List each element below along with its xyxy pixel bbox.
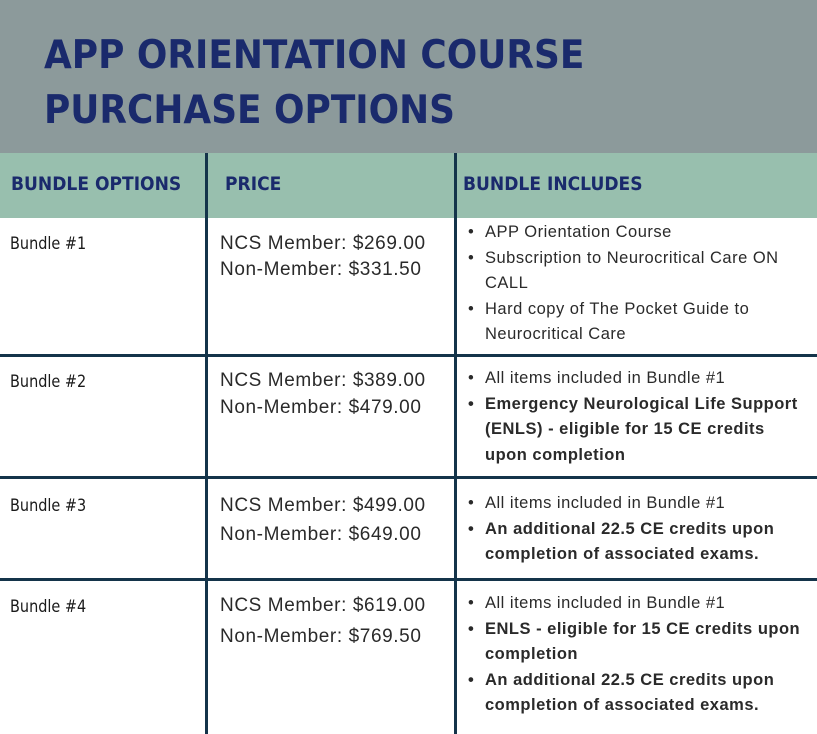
nonmember-price: Non-Member: $331.50	[220, 259, 422, 280]
row-divider-2	[0, 476, 817, 479]
page-title-line-1: APP ORIENTATION COURSE	[44, 33, 585, 78]
column-header-price: PRICE	[225, 173, 282, 195]
include-item: • APP Orientation Course	[468, 220, 808, 246]
row-divider-3	[0, 578, 817, 581]
include-item: • Emergency Neurological Life Support (ENLS) - eligible for 15 CE credits upon completion	[468, 392, 808, 469]
include-item: • ENLS - eligible for 15 CE credits upon completion	[468, 617, 808, 668]
member-price: NCS Member: $499.00	[220, 495, 426, 516]
column-header-bundle-options: BUNDLE OPTIONS	[11, 173, 182, 195]
includes-list	[468, 591, 808, 719]
member-price: NCS Member: $389.00	[220, 370, 426, 391]
include-item: • An additional 22.5 CE credits upon completion of associated exams.	[468, 668, 808, 719]
column-divider-1	[205, 153, 208, 734]
include-item: • All items included in Bundle #1	[468, 491, 808, 517]
nonmember-price: Non-Member: $479.00	[220, 397, 422, 418]
member-price: NCS Member: $269.00	[220, 233, 426, 254]
include-item: • All items included in Bundle #1	[468, 591, 808, 617]
nonmember-price: Non-Member: $649.00	[220, 524, 422, 545]
includes-list	[468, 366, 808, 468]
bundle-name: Bundle #2	[10, 372, 87, 392]
bundle-name: Bundle #3	[10, 496, 87, 516]
includes-list	[468, 491, 808, 568]
column-divider-2	[454, 153, 457, 734]
include-item: • An additional 22.5 CE credits upon completion of associated exams.	[468, 517, 808, 568]
member-price: NCS Member: $619.00	[220, 595, 426, 616]
bundle-name: Bundle #1	[10, 234, 87, 254]
include-item: • Subscription to Neurocritical Care ON CALL	[468, 246, 808, 297]
page-title-line-2: PURCHASE OPTIONS	[44, 88, 456, 133]
include-item: • Hard copy of The Pocket Guide to Neurocritical Care	[468, 297, 808, 348]
includes-list	[468, 220, 808, 348]
include-item: • All items included in Bundle #1	[468, 366, 808, 392]
column-header-bundle-includes: BUNDLE INCLUDES	[463, 173, 643, 195]
nonmember-price: Non-Member: $769.50	[220, 626, 422, 647]
row-divider-1	[0, 354, 817, 357]
bundle-name: Bundle #4	[10, 597, 87, 617]
